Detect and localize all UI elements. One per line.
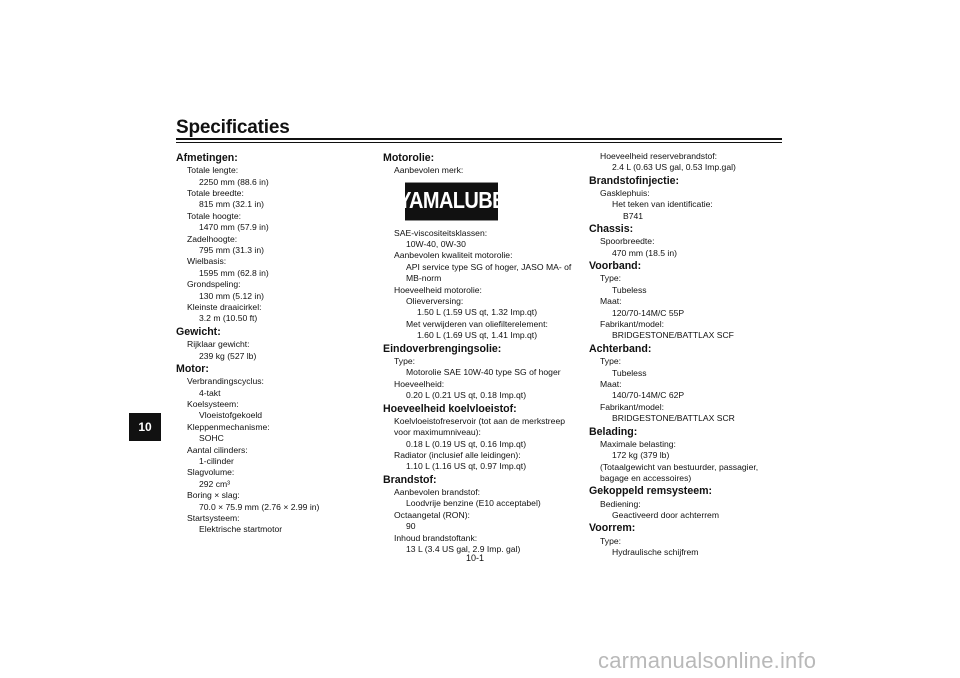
spec-line: 140/70-14M/C 62P — [612, 390, 685, 401]
section-heading: Voorband: — [589, 260, 642, 273]
section-heading: Gewicht: — [176, 325, 221, 338]
spec-line: Hoeveelheid: — [394, 378, 445, 389]
spec-line: Zadelhoogte: — [187, 233, 238, 244]
spec-line: Hoeveelheid reservebrandstof: — [600, 151, 718, 161]
spec-line: Startsysteem: — [187, 512, 240, 523]
spec-line: Maat: — [600, 378, 622, 389]
spec-line: Olieverversing: — [406, 296, 464, 307]
spec-line: 1-cilinder — [199, 455, 234, 466]
section-heading: Afmetingen: — [176, 152, 238, 164]
spec-line: SOHC — [199, 433, 224, 444]
section-heading: Belading: — [589, 425, 638, 438]
spec-line: 0.18 L (0.19 US qt, 0.16 Imp.qt) — [406, 438, 527, 449]
title-rule — [176, 138, 782, 140]
section-heading: Hoeveelheid koelvloeistof: — [383, 402, 517, 415]
oil-details-section — [383, 228, 583, 556]
spec-line: BRIDGESTONE/BATTLAX SCF — [612, 330, 734, 341]
spec-line: Spoorbreedte: — [600, 236, 655, 247]
page-title: Specificaties — [176, 117, 290, 138]
spec-line: Inhoud brandstoftank: — [394, 532, 478, 543]
spec-line: 292 cm³ — [199, 478, 231, 489]
spec-line: voor maximumniveau): — [394, 427, 481, 438]
section-heading: Motorolie: — [383, 152, 435, 164]
spec-column-2 — [383, 151, 583, 555]
spec-line: (Totaalgewicht van bestuurder, passagier, — [600, 461, 759, 472]
watermark: carmanualsonline.info — [598, 648, 817, 673]
spec-line: Type: — [600, 356, 622, 367]
spec-line: Type: — [394, 355, 416, 366]
spec-line: Fabrikant/model: — [600, 319, 665, 330]
spec-line: Tubeless — [612, 284, 647, 295]
spec-line: Grondspeling: — [187, 279, 241, 290]
spec-line: Kleinste draaicirkel: — [187, 302, 262, 313]
spec-line: 10W-40, 0W-30 — [406, 239, 466, 250]
engine-oil-section — [383, 152, 583, 177]
spec-line: Kleppenmechanisme: — [187, 421, 270, 432]
spec-line: Fabrikant/model: — [600, 401, 665, 412]
spec-line: Maximale belasting: — [600, 438, 676, 449]
spec-line: 2.4 L (0.63 US gal, 0.53 Imp.gal) — [612, 162, 736, 173]
spec-line: Rijklaar gewicht: — [187, 339, 250, 350]
spec-line: Type: — [600, 273, 622, 284]
spec-line: 1595 mm (62.8 in) — [199, 267, 269, 278]
section-heading: Chassis: — [589, 223, 634, 236]
spec-line: Het teken van identificatie: — [612, 199, 713, 210]
spec-line: API service type SG of hoger, JASO MA- of — [406, 261, 572, 272]
spec-line: 70.0 × 75.9 mm (2.76 × 2.99 in) — [199, 501, 320, 512]
yamalube-logo: YAMALUBE — [405, 182, 498, 220]
spec-line: 1.60 L (1.69 US qt, 1.41 Imp.qt) — [417, 330, 538, 341]
spec-line: Aanbevolen kwaliteit motorolie: — [394, 250, 513, 261]
chapter-tab: 10 — [129, 413, 161, 441]
spec-line: 13 L (3.4 US gal, 2.9 Imp. gal) — [406, 543, 521, 554]
spec-line: Aantal cilinders: — [187, 444, 248, 455]
spec-line: Tubeless — [612, 367, 647, 378]
spec-line: Octaangetal (RON): — [394, 509, 470, 520]
spec-line: 1470 mm (57.9 in) — [199, 222, 269, 233]
spec-line: Bediening: — [600, 498, 641, 509]
spec-line: Geactiveerd door achterrem — [612, 509, 719, 520]
spec-line: 1.10 L (1.16 US qt, 0.97 Imp.qt) — [406, 461, 527, 472]
spec-line: Totale breedte: — [187, 188, 244, 199]
spec-line: 172 kg (379 lb) — [612, 450, 670, 461]
section-heading: Voorrem: — [589, 522, 636, 535]
spec-line: Motorolie SAE 10W-40 type SG of hoger — [406, 367, 561, 378]
spec-line: Radiator (inclusief alle leidingen): — [394, 449, 521, 460]
section-heading: Brandstofinjectie: — [589, 174, 680, 187]
spec-line: Gasklephuis: — [600, 188, 650, 199]
spec-line: Wielbasis: — [187, 256, 227, 267]
spec-line: 1.50 L (1.59 US qt, 1.32 Imp.qt) — [417, 307, 538, 318]
spec-line: 120/70-14M/C 55P — [612, 307, 685, 318]
spec-line: Type: — [600, 535, 622, 546]
section-heading: Motor: — [176, 362, 209, 375]
section-heading: Gekoppeld remsysteem: — [589, 485, 713, 498]
spec-line: Loodvrije benzine (E10 acceptabel) — [406, 498, 541, 509]
spec-line: Koelsysteem: — [187, 398, 239, 409]
spec-line: Verbrandingscyclus: — [187, 376, 264, 387]
spec-column-3 — [589, 151, 789, 558]
spec-line: Totale lengte: — [187, 165, 239, 176]
spec-line: Totale hoogte: — [187, 210, 241, 221]
spec-line: 4-takt — [199, 387, 221, 398]
title-rule-thin — [176, 142, 782, 143]
spec-line: 0.20 L (0.21 US qt, 0.18 Imp.qt) — [406, 390, 527, 401]
spec-line: Elektrische startmotor — [199, 524, 283, 535]
spec-line: 2250 mm (88.6 in) — [199, 176, 269, 187]
spec-line: 815 mm (32.1 in) — [199, 199, 264, 210]
spec-column-1 — [176, 151, 356, 536]
spec-line: 130 mm (5.12 in) — [199, 290, 264, 301]
spec-line: 239 kg (527 lb) — [199, 350, 257, 361]
spec-line: Hoeveelheid motorolie: — [394, 284, 482, 295]
spec-line: 3.2 m (10.50 ft) — [199, 313, 258, 324]
spec-line: Maat: — [600, 296, 622, 307]
spec-line: MB-norm — [406, 273, 442, 284]
spec-line: 90 — [406, 521, 416, 532]
spec-line: Hydraulische schijfrem — [612, 546, 699, 557]
spec-line: 795 mm (31.3 in) — [199, 245, 264, 256]
spec-line: BRIDGESTONE/BATTLAX SCR — [612, 413, 735, 424]
spec-line: B741 — [623, 210, 644, 221]
section-heading: Achterband: — [589, 342, 652, 355]
spec-line: Vloeistofgekoeld — [199, 410, 263, 421]
spec-line: 470 mm (18.5 in) — [612, 247, 677, 258]
spec-line: Aanbevolen brandstof: — [394, 486, 481, 497]
spec-line: SAE-viscositeitsklassen: — [394, 227, 488, 238]
spec-line: Slagvolume: — [187, 467, 235, 478]
section-heading: Eindoverbrengingsolie: — [383, 342, 502, 355]
spec-line: Aanbevolen merk: — [394, 165, 464, 176]
spec-line: bagage en accessoires) — [600, 472, 692, 483]
page-number: 10-1 — [466, 553, 485, 563]
spec-line: Met verwijderen van oliefilterelement: — [406, 318, 548, 329]
spec-line: Boring × slag: — [187, 490, 240, 501]
section-heading: Brandstof: — [383, 473, 437, 486]
spec-line: Koelvloeistofreservoir (tot aan de merkstreep — [394, 415, 565, 426]
